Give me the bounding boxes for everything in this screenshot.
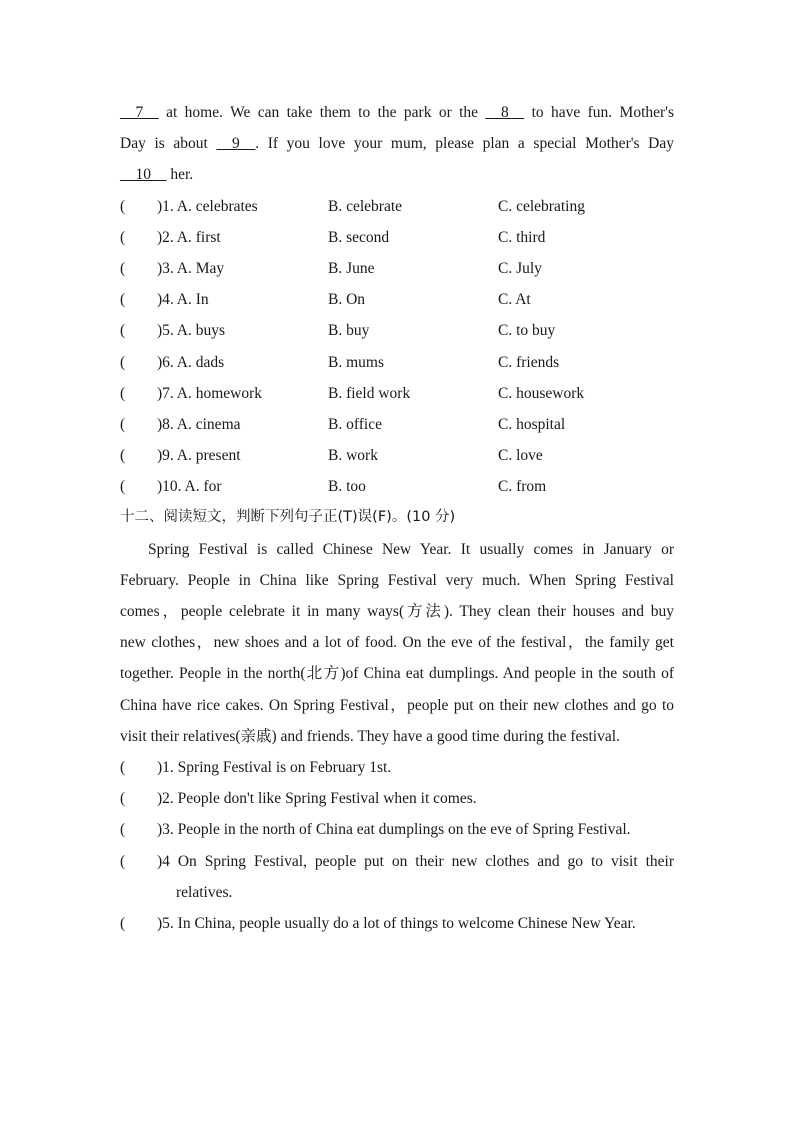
option-b: B. mums xyxy=(328,353,384,371)
option-c: C. celebrating xyxy=(498,197,585,215)
passage-line: February. People in China like Spring Festival very much. When Spring Festival xyxy=(120,571,674,589)
statement-row xyxy=(120,846,674,877)
passage-line: comes，people celebrate it in many ways(方法). They clean their houses and buy xyxy=(120,603,674,620)
passage-line: visit their relatives(亲戚) and friends. They have a good time during the festival. xyxy=(120,727,620,745)
blank-9: __9__ xyxy=(216,135,256,153)
statement-text: )3. People in the north of China eat dumplings on the eve of Spring Festival. xyxy=(157,821,631,839)
cloze-text: . If you love your mum, please plan a special Mother's Day xyxy=(255,135,674,153)
answer-paren[interactable]: ( xyxy=(120,447,126,465)
statement-row xyxy=(120,814,674,845)
option-c: C. to buy xyxy=(498,322,556,340)
answer-paren[interactable]: ( xyxy=(120,291,126,309)
answer-paren[interactable]: ( xyxy=(120,821,126,839)
question-row xyxy=(120,471,674,502)
question-row xyxy=(120,409,674,440)
answer-paren[interactable]: ( xyxy=(120,228,126,246)
question-row xyxy=(120,315,674,346)
question-row xyxy=(120,378,674,409)
statement-text: )4 On Spring Festival, people put on their new clothes and go to visit their xyxy=(157,852,674,870)
statement-row xyxy=(120,908,674,939)
option-b: B. too xyxy=(328,478,366,496)
blank-8: __8__ xyxy=(485,104,525,121)
option-a: )6. A. dads xyxy=(157,353,225,371)
cloze-text: her. xyxy=(166,166,194,184)
answer-paren[interactable]: ( xyxy=(120,758,126,776)
option-b: B. On xyxy=(328,291,366,309)
question-row xyxy=(120,347,674,378)
option-b: B. office xyxy=(328,415,382,433)
passage-line: together. People in the north(北方)of China eat dumplings. And people in the south of xyxy=(120,665,674,683)
option-c: C. friends xyxy=(498,353,560,371)
answer-paren[interactable]: ( xyxy=(120,322,126,340)
statement-row xyxy=(120,783,674,814)
answer-paren[interactable]: ( xyxy=(120,353,126,371)
answer-paren[interactable]: ( xyxy=(120,790,126,808)
answer-paren[interactable]: ( xyxy=(120,914,126,932)
answer-paren[interactable]: ( xyxy=(120,259,126,277)
passage-line: Spring Festival is called Chinese New Year. It usually comes in January or xyxy=(148,540,674,558)
option-b: B. buy xyxy=(328,322,370,340)
question-row xyxy=(120,284,674,315)
option-c: C. third xyxy=(498,228,546,246)
option-c: C. At xyxy=(498,291,531,309)
question-row xyxy=(120,440,674,471)
option-a: )2. A. first xyxy=(157,228,221,246)
passage-line: new clothes，new shoes and a lot of food. On the eve of the festival，the family get xyxy=(120,634,674,652)
option-c: C. from xyxy=(498,478,547,496)
cloze-line-1 xyxy=(120,97,674,128)
statement-text: )5. In China, people usually do a lot of things to welcome Chinese New Year. xyxy=(157,914,636,932)
answer-paren[interactable]: ( xyxy=(120,197,126,215)
cloze-options xyxy=(120,191,674,503)
answer-paren[interactable]: ( xyxy=(120,384,126,402)
true-false-statements xyxy=(120,752,674,939)
passage-line: China have rice cakes. On Spring Festival，people put on their new clothes and go to xyxy=(120,696,674,714)
option-a: )7. A. homework xyxy=(157,384,263,402)
option-b: B. June xyxy=(328,259,375,277)
option-a: )10. A. for xyxy=(157,478,222,496)
option-a: )1. A. celebrates xyxy=(157,197,258,215)
option-a: )5. A. buys xyxy=(157,322,226,340)
option-c: C. love xyxy=(498,447,543,465)
question-row xyxy=(120,253,674,284)
cloze-text: Day is about xyxy=(120,135,217,153)
reading-passage xyxy=(120,534,674,752)
answer-paren[interactable]: ( xyxy=(120,852,126,870)
question-row xyxy=(120,222,674,253)
page-content xyxy=(120,97,674,939)
cloze-line-2 xyxy=(120,128,674,159)
answer-paren[interactable]: ( xyxy=(120,415,126,433)
option-b: B. field work xyxy=(328,384,411,402)
option-a: )3. A. May xyxy=(157,259,225,277)
cloze-text: at home. We can take them to the park or the xyxy=(158,104,486,121)
option-a: )8. A. cinema xyxy=(157,415,241,433)
blank-10: __10__ xyxy=(120,166,167,184)
section-heading: 十二、阅读短文，判断下列句子正(T)误(F)。(10 分) xyxy=(120,509,456,526)
cloze-line-3 xyxy=(120,159,674,190)
option-b: B. work xyxy=(328,447,378,465)
answer-paren[interactable]: ( xyxy=(120,478,126,496)
question-row xyxy=(120,191,674,222)
option-a: )4. A. In xyxy=(157,291,209,309)
statement-continuation: relatives. xyxy=(176,883,233,901)
blank-7: __7__ xyxy=(120,104,159,121)
option-c: C. housework xyxy=(498,384,585,402)
option-c: C. July xyxy=(498,259,542,277)
statement-row xyxy=(120,752,674,783)
option-c: C. hospital xyxy=(498,415,566,433)
option-a: )9. A. present xyxy=(157,447,241,465)
option-b: B. celebrate xyxy=(328,197,403,215)
cloze-text: to have fun. Mother's xyxy=(524,104,674,121)
statement-text: )1. Spring Festival is on February 1st. xyxy=(157,758,392,776)
statement-text: )2. People don't like Spring Festival when it comes. xyxy=(157,790,477,808)
option-b: B. second xyxy=(328,228,390,246)
